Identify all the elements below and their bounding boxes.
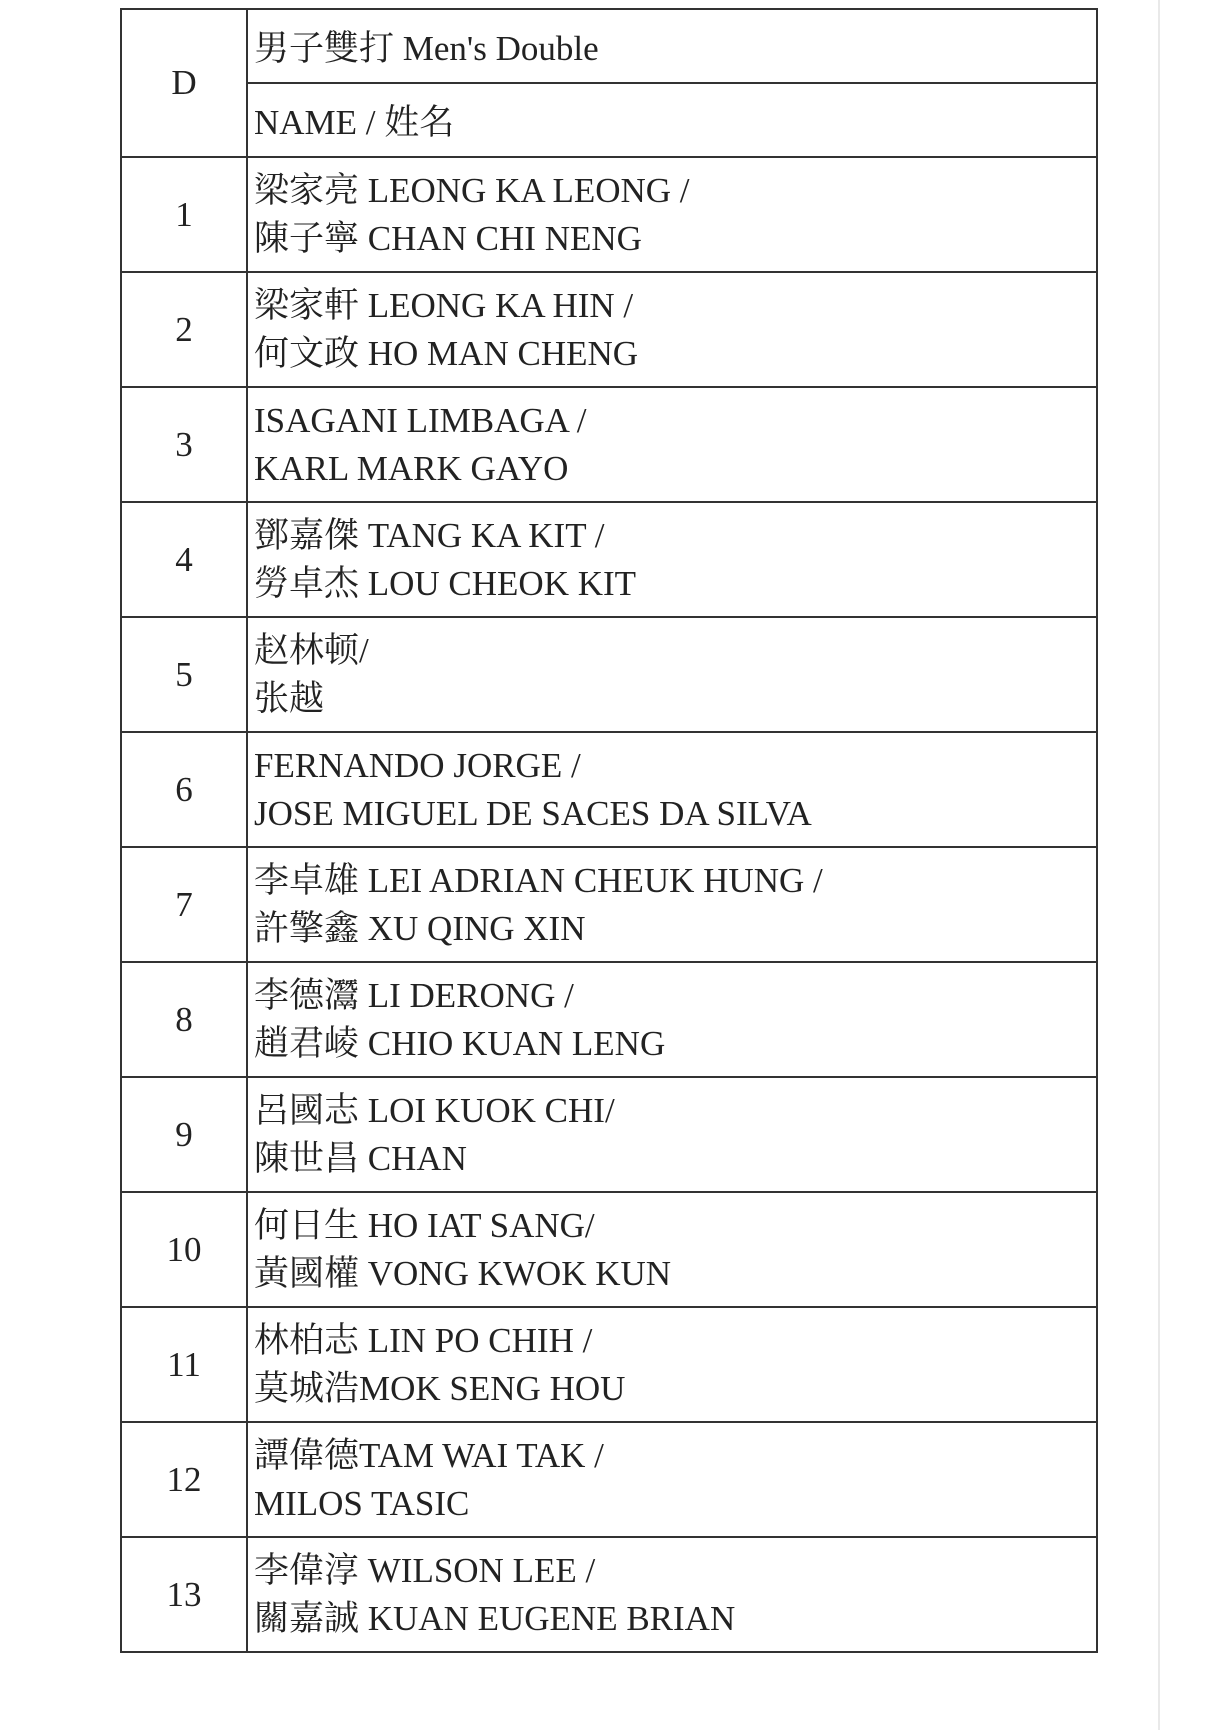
entry-number: 11 [121, 1307, 247, 1422]
entry-number: 7 [121, 847, 247, 962]
table-row [121, 387, 1097, 502]
player-two-name: MILOS TASIC [254, 1483, 470, 1523]
player-one-name: 何日生 HO IAT SANG/ [254, 1205, 595, 1245]
entry-number: 5 [121, 617, 247, 732]
header-row-name [121, 83, 1097, 157]
player-two-name: KARL MARK GAYO [254, 448, 569, 488]
player-one-name: 呂國志 LOI KUOK CHI/ [254, 1090, 615, 1130]
entry-number: 1 [121, 157, 247, 272]
player-one-name: 鄧嘉傑 TANG KA KIT / [254, 515, 605, 555]
player-names [247, 157, 1097, 272]
player-two-name: JOSE MIGUEL DE SACES DA SILVA [254, 793, 812, 833]
player-two-name: 莫城浩MOK SENG HOU [254, 1368, 626, 1408]
player-one-name: 李偉淳 WILSON LEE / [254, 1550, 596, 1590]
player-one-name: 梁家亮 LEONG KA LEONG / [254, 170, 690, 210]
table-row [121, 617, 1097, 732]
entry-number: 6 [121, 732, 247, 847]
entry-number: 13 [121, 1537, 247, 1652]
division-cell: D [121, 9, 247, 157]
player-names [247, 1537, 1097, 1652]
player-names [247, 272, 1097, 387]
doubles-roster-table [120, 8, 1098, 1653]
player-two-name: 陳子寧 CHAN CHI NENG [254, 218, 642, 258]
entry-number: 10 [121, 1192, 247, 1307]
player-two-name: 許擎鑫 XU QING XIN [254, 908, 586, 948]
entry-number: 3 [121, 387, 247, 502]
player-two-name: 關嘉誠 KUAN EUGENE BRIAN [254, 1598, 736, 1638]
table-row [121, 847, 1097, 962]
player-names [247, 847, 1097, 962]
scan-edge [1158, 0, 1160, 1730]
table-row [121, 732, 1097, 847]
table-row [121, 1307, 1097, 1422]
table-row [121, 272, 1097, 387]
entry-number: 4 [121, 502, 247, 617]
player-one-name: 林柏志 LIN PO CHIH / [254, 1320, 593, 1360]
table-row [121, 1537, 1097, 1652]
header-row-title [121, 9, 1097, 83]
player-names [247, 962, 1097, 1077]
player-names [247, 1192, 1097, 1307]
player-names [247, 1307, 1097, 1422]
event-title: 男子雙打 Men's Double [247, 9, 1097, 83]
entry-number: 12 [121, 1422, 247, 1537]
player-two-name: 勞卓杰 LOU CHEOK KIT [254, 563, 637, 603]
player-names [247, 387, 1097, 502]
player-two-name: 趙君崚 CHIO KUAN LENG [254, 1023, 666, 1063]
player-two-name: 陳世昌 CHAN [254, 1138, 467, 1178]
player-names [247, 617, 1097, 732]
player-one-name: ISAGANI LIMBAGA / [254, 400, 587, 440]
player-names [247, 502, 1097, 617]
table-row [121, 157, 1097, 272]
player-one-name: FERNANDO JORGE / [254, 745, 581, 785]
table-row [121, 502, 1097, 617]
table-row [121, 962, 1097, 1077]
table-row [121, 1077, 1097, 1192]
player-one-name: 李卓雄 LEI ADRIAN CHEUK HUNG / [254, 860, 823, 900]
player-two-name: 何文政 HO MAN CHENG [254, 333, 639, 373]
table-row [121, 1192, 1097, 1307]
roster-body [121, 9, 1097, 1652]
player-names [247, 1077, 1097, 1192]
player-names [247, 732, 1097, 847]
entry-number: 9 [121, 1077, 247, 1192]
name-column-header: NAME / 姓名 [247, 83, 1097, 157]
player-one-name: 李德灊 LI DERONG / [254, 975, 574, 1015]
table-row [121, 1422, 1097, 1537]
entry-number: 8 [121, 962, 247, 1077]
player-one-name: 赵林顿/ [254, 630, 369, 670]
player-one-name: 梁家軒 LEONG KA HIN / [254, 285, 634, 325]
player-two-name: 黃國權 VONG KWOK KUN [254, 1253, 672, 1293]
entry-number: 2 [121, 272, 247, 387]
player-names [247, 1422, 1097, 1537]
player-one-name: 譚偉德TAM WAI TAK / [254, 1435, 604, 1475]
player-two-name: 张越 [254, 678, 325, 718]
